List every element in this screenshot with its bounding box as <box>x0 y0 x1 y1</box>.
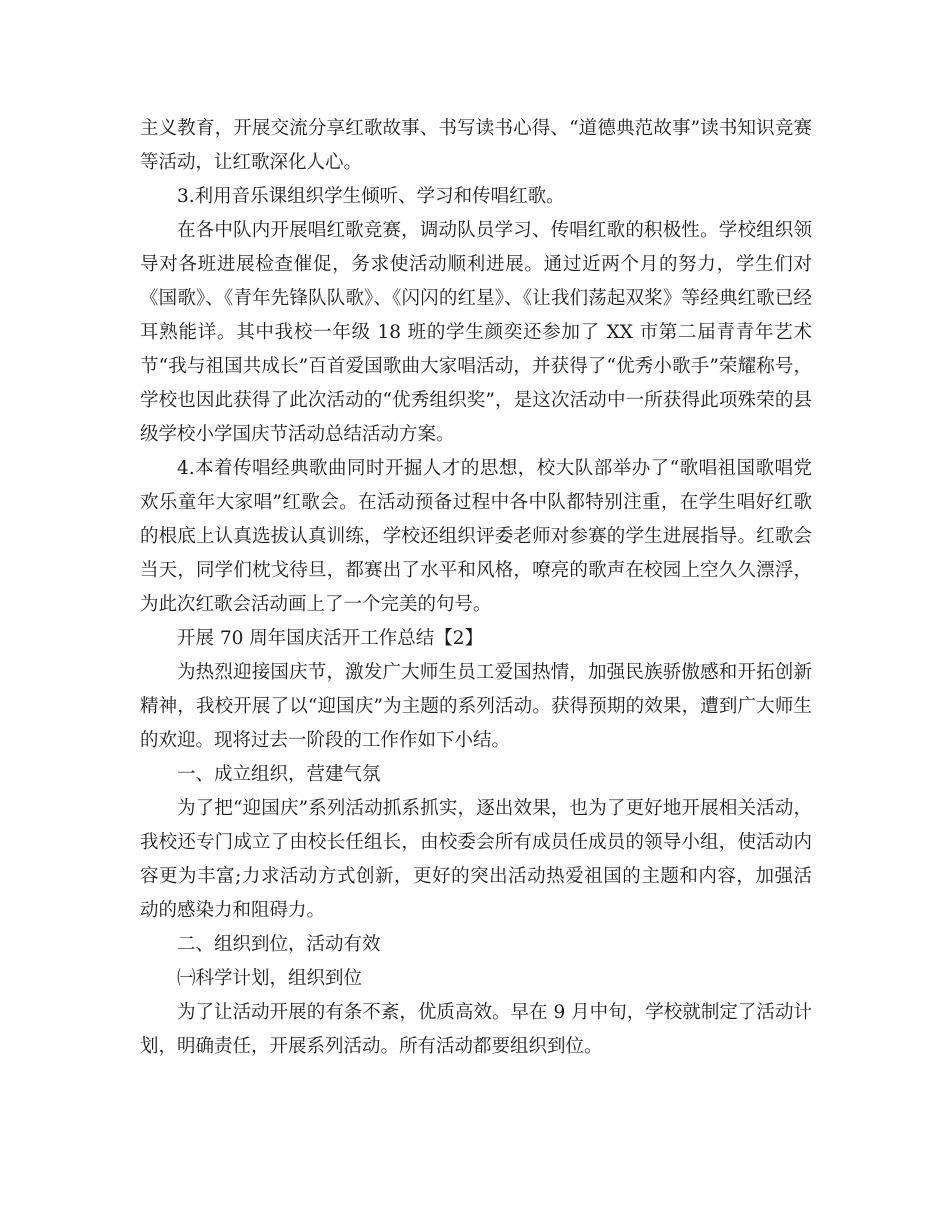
paragraph-continuation: 主义教育，开展交流分享红歌故事、书写读书心得、“道德典范故事”读书知识竞赛等活动，让红歌深化人心。 <box>140 118 812 173</box>
section-heading-1: 一、成立组织，营建气氛 <box>177 764 381 785</box>
paragraph-item-4: 4.本着传唱经典歌曲同时开掘人才的思想，校大队部举办了“歌唱祖国歌唱党欢乐童年大家唱”红歌会。在活动预备过程中各中队都特别注重，在学生唱好红歌的根底上认真选拔认真训练，学校还组织评委老师对参赛的学生进展指导。红歌会当天，同学们枕戈待旦，都赛出了水平和风格，嘹亮的歌声在校园上空久久漂浮，为此次红歌会活动画上了一个完美的句号。 <box>140 458 812 615</box>
subsection-heading-1: ㈠科学计划，组织到位 <box>177 968 363 989</box>
document-page <box>140 112 812 1064</box>
paragraph-intro: 为热烈迎接国庆节，激发广大师生员工爱国热情，加强民族骄傲感和开拓创新精神，我校开展了以“迎国庆”为主题的系列活动。获得预期的效果，遭到广大师生的欢迎。现将过去一阶段的工作作如下小结。 <box>140 662 812 751</box>
section-heading-2: 二、组织到位，活动有效 <box>177 934 381 955</box>
paragraph-organization: 为了把“迎国庆”系列活动抓系抓实，逐出效果，也为了更好地开展相关活动，我校还专门成立了由校长任组长，由校委会所有成员任成员的领导小组，使活动内容更为丰富;力求活动方式创新，更好的突出活动热爱祖国的主题和内容，加强活动的感染力和阻碍力。 <box>140 798 812 921</box>
paragraph-red-song-contest: 在各中队内开展唱红歌竞赛，调动队员学习、传唱红歌的积极性。学校组织领导对各班进展检查催促，务求使活动顺利进展。通过近两个月的努力，学生们对《国歌》、《青年先锋队队歌》、《闪闪的红星》、《让我们荡起双桨》等经典红歌已经耳熟能详。其中我校一年级 18 班的学生颜奕还参加了 XX 市第二届青青年艺术节“我与祖国共成长”百首爱国歌曲大家唱活动，并获得了“优秀小歌手”荣耀称号，学校也因此获得了此次活动的“优秀组织奖”，是这次活动中一所获得此项殊荣的县级学校小学国庆节活动总结活动方案。 <box>140 220 812 445</box>
section-title: 开展 70 周年国庆活开工作总结【2】 <box>177 628 484 649</box>
paragraph-item-3: 3.利用音乐课组织学生倾听、学习和传唱红歌。 <box>177 186 565 207</box>
paragraph-planning: 为了让活动开展的有条不紊，优质高效。早在 9 月中旬，学校就制定了活动计划，明确责任，开展系列活动。所有活动都要组织到位。 <box>140 1002 812 1057</box>
